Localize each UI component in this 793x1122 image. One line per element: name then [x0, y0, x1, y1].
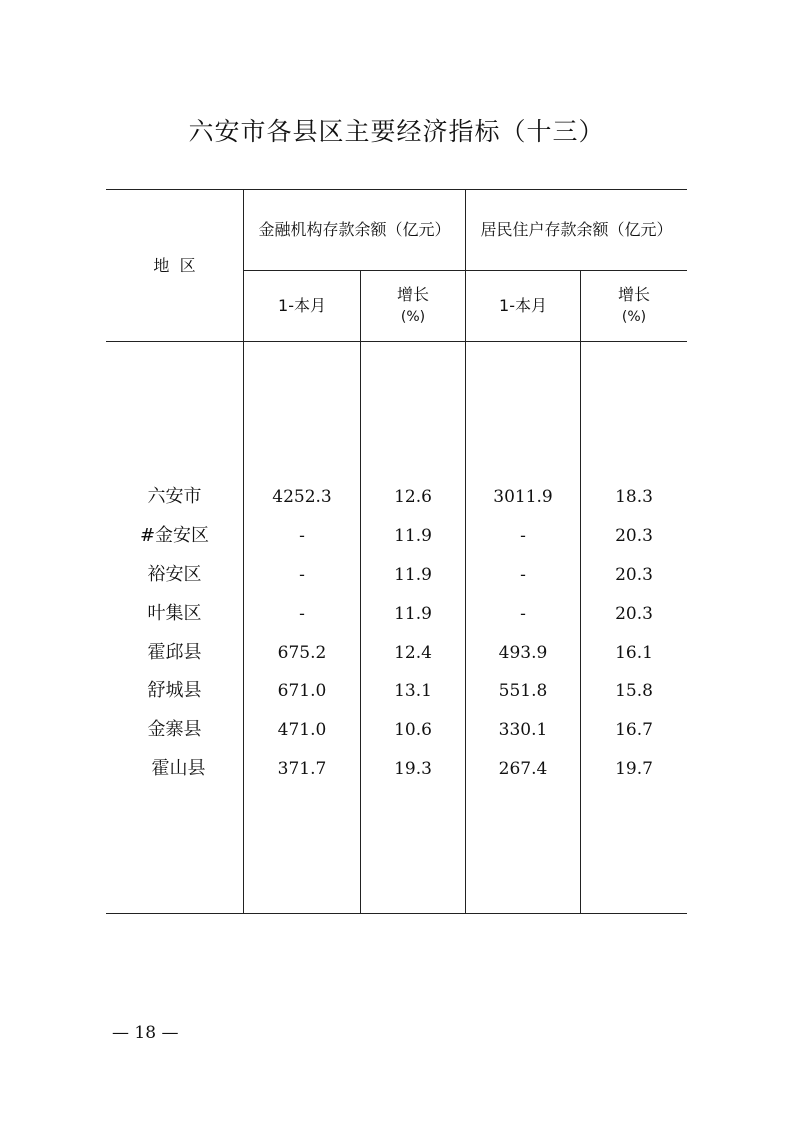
header-resident-deposits: 居民住户存款余额（亿元）: [480, 220, 673, 239]
row-fin-value: 371.7: [277, 759, 327, 779]
row-fin-value: 471.0: [277, 720, 327, 740]
row-fin-growth: 11.9: [394, 565, 432, 585]
row-res-growth: 19.7: [615, 759, 653, 779]
header-res-period: 1-本月: [499, 296, 547, 315]
page-title: 六安市各县区主要经济指标（十三）: [188, 117, 605, 146]
row-res-growth: 16.7: [615, 720, 653, 740]
table-bottom-rule: [106, 913, 687, 914]
row-fin-growth: 11.9: [394, 604, 432, 624]
row-fin-growth: 13.1: [394, 681, 432, 701]
row-res-value: 551.8: [498, 681, 548, 701]
row-fin-growth: 11.9: [394, 526, 432, 546]
header-res-growth-unit: (%): [621, 309, 647, 325]
row-region: 裕安区: [147, 564, 202, 585]
row-fin-value: -: [299, 565, 305, 585]
row-res-growth: 16.1: [615, 643, 653, 663]
header-fin-growth: [361, 271, 465, 341]
row-region: 霍山县: [151, 758, 206, 779]
row-res-growth: 18.3: [615, 487, 653, 507]
row-res-value: 330.1: [498, 720, 548, 740]
row-fin-value: 671.0: [277, 681, 327, 701]
row-fin-value: -: [299, 526, 305, 546]
row-region: 叶集区: [147, 603, 202, 624]
page-number: — 18 —: [112, 1023, 179, 1043]
row-fin-value: 675.2: [277, 643, 327, 663]
row-fin-growth: 12.4: [394, 643, 432, 663]
row-fin-value: 4252.3: [272, 487, 332, 507]
header-region: 地 区: [153, 255, 196, 275]
row-region: 金寨县: [147, 719, 202, 740]
header-fin-growth-label: 增长: [396, 285, 429, 304]
row-res-growth: 20.3: [615, 604, 653, 624]
row-res-value: 267.4: [498, 759, 548, 779]
row-res-value: -: [520, 565, 526, 585]
col-divider-4: [580, 270, 581, 914]
row-res-value: -: [520, 526, 526, 546]
header-res-growth: [581, 271, 687, 341]
row-region: #金安区: [139, 525, 210, 546]
row-region: 霍邱县: [147, 642, 202, 663]
header-fin-period: 1-本月: [278, 296, 326, 315]
header-bottom-rule: [106, 341, 687, 342]
header-res-growth-label: 增长: [617, 285, 650, 304]
row-region: 舒城县: [147, 680, 202, 701]
row-res-growth: 15.8: [615, 681, 653, 701]
row-region: 六安市: [147, 486, 202, 507]
row-fin-value: -: [299, 604, 305, 624]
header-fin-growth-unit: (%): [400, 309, 426, 325]
row-fin-growth: 10.6: [394, 720, 432, 740]
col-divider-2: [360, 270, 361, 914]
row-res-growth: 20.3: [615, 565, 653, 585]
row-fin-growth: 19.3: [394, 759, 432, 779]
row-res-growth: 20.3: [615, 526, 653, 546]
header-financial-deposits: 金融机构存款余额（亿元）: [258, 220, 451, 239]
row-res-value: -: [520, 604, 526, 624]
row-res-value: 3011.9: [493, 487, 553, 507]
row-res-value: 493.9: [498, 643, 548, 663]
row-fin-growth: 12.6: [394, 487, 432, 507]
